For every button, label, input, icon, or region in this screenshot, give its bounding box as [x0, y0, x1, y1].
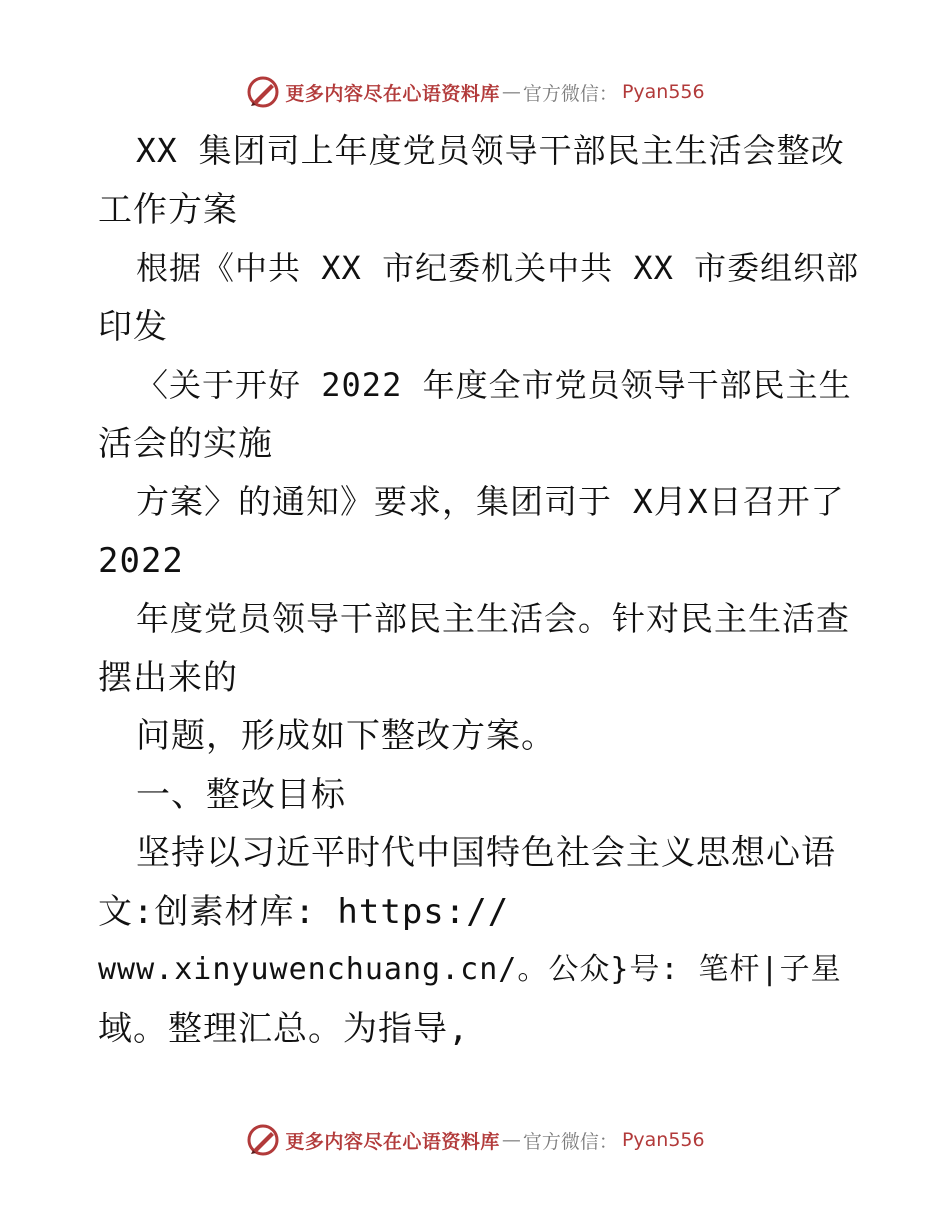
doc-line: 工作方案	[98, 189, 238, 230]
doc-line: 〈关于开好 2022 年度全市党员领导干部民主生	[136, 366, 852, 404]
doc-line: 印发	[98, 306, 168, 347]
footer-watermark-banner	[0, 1118, 950, 1162]
pen-logo-icon	[245, 1122, 281, 1158]
pen-logo-icon	[245, 74, 281, 110]
doc-line: 2022	[98, 540, 184, 581]
doc-line: 域。整理汇总。为指导,	[98, 1008, 470, 1049]
doc-line: XX 集团司上年度党员领导干部民主生活会整改	[136, 131, 845, 170]
banner-label: 官方微信：	[522, 1130, 618, 1153]
banner-wechat-id: Pyan556	[621, 1129, 705, 1151]
doc-line: 问题，形成如下整改方案。	[136, 716, 556, 756]
doc-line: 一、整改目标	[136, 774, 346, 815]
doc-line: 年度党员领导干部民主生活会。针对民主生活查	[136, 599, 850, 638]
banner-wechat-id: Pyan556	[621, 81, 705, 103]
banner-dash: —	[501, 81, 521, 103]
banner-text: 更多内容尽在心语资料库	[285, 1130, 500, 1153]
doc-line: 坚持以习近平时代中国特色社会主义思想心语	[136, 833, 836, 873]
doc-line: www.xinyuwenchuang.cn/。公众}号: 笔杆|子星	[98, 952, 842, 987]
banner-text: 更多内容尽在心语资料库	[285, 82, 500, 105]
doc-line: 方案〉的通知》要求，集团司于 X月X日召开了	[136, 482, 845, 521]
doc-line: 文:创素材库: https://	[98, 891, 510, 932]
doc-line: 摆出来的	[98, 657, 238, 698]
doc-line: 活会的实施	[98, 423, 273, 464]
header-watermark-banner	[0, 70, 950, 114]
banner-label: 官方微信：	[522, 82, 618, 105]
document-body	[98, 122, 858, 1058]
banner-dash: —	[501, 1129, 521, 1151]
doc-line: 根据《中共 XX 市纪委机关中共 XX 市委组织部	[136, 249, 860, 287]
